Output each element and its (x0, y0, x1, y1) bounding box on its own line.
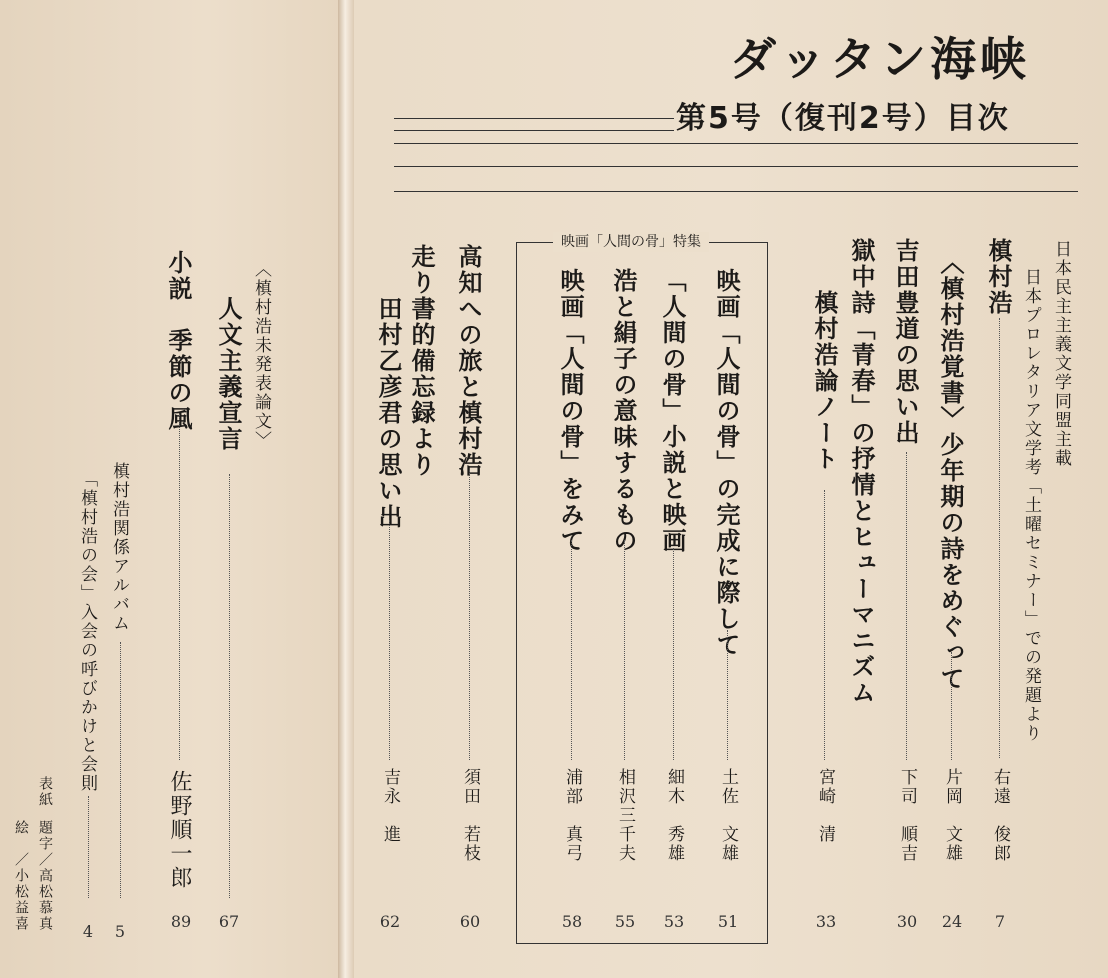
entry-page: 33 (815, 912, 837, 931)
title-credit: 題字／高松慕真 (37, 820, 53, 932)
feature-label: 映画「人間の骨」特集 (553, 232, 709, 252)
entry-author: 細木 秀雄 (664, 768, 684, 863)
leader-dots (951, 652, 952, 760)
entry-page: 51 (717, 912, 739, 931)
entry-page: 53 (663, 912, 685, 931)
entry-page: 89 (170, 912, 192, 931)
entry-author: 吉永 進 (380, 768, 400, 844)
leader-dots (906, 452, 907, 760)
entry-title: 走り書的備忘録より (407, 244, 436, 478)
entry-author: 浦部 真弓 (562, 768, 582, 863)
book-gutter (338, 0, 354, 978)
header-rule (394, 130, 674, 131)
header-rule (394, 191, 1078, 192)
leader-dots (571, 540, 572, 760)
leader-dots (469, 470, 470, 760)
entry-page: 5 (114, 922, 126, 941)
entry-title: 〈槙村浩覚書〉少年期の詩をめぐって (936, 250, 965, 692)
entry-page: 67 (218, 912, 240, 931)
leader-dots (999, 318, 1000, 758)
entry-subtitle: 槙村浩論ノート (810, 290, 839, 472)
entry-page: 30 (896, 912, 918, 931)
entry-pre: 〈槙村浩未発表論文〉 (251, 260, 271, 450)
entry-title: 「人間の骨」小説と映画 (658, 268, 687, 554)
leader-dots (673, 548, 674, 760)
entry-author: 須田 若枝 (460, 768, 480, 863)
cover-label: 表紙 (37, 776, 53, 808)
entry-title: 高知への旅と槙村浩 (454, 244, 483, 478)
entry-author: 土佐 文雄 (718, 768, 738, 863)
entry-author: 佐野順一郎 (167, 770, 192, 890)
header-rule (394, 166, 1078, 167)
leader-dots (88, 796, 89, 898)
entry-page: 55 (614, 912, 636, 931)
leader-dots (179, 414, 180, 760)
entry-page: 58 (561, 912, 583, 931)
entry-title: 人文主義宣言 (214, 296, 243, 452)
entry-title: 浩と絹子の意味するもの (609, 268, 638, 554)
entry-title: 映画「人間の骨」をみて (556, 268, 585, 554)
leader-dots (229, 474, 230, 898)
entry-author: 片岡 文雄 (942, 768, 962, 863)
entry-page: 4 (82, 922, 94, 941)
entry-title: 「槙村浩の会」入会の呼びかけと会則 (77, 470, 97, 793)
leader-dots (120, 642, 121, 898)
entry-author: 下司 順吉 (897, 768, 917, 863)
entry-pre: 日本民主主義文学同盟主載 (1051, 240, 1071, 468)
entry-subtitle: 田村乙彦君の思い出 (374, 296, 403, 530)
leader-dots (727, 630, 728, 760)
entry-page: 24 (941, 912, 963, 931)
entry-title: 吉田豊道の思い出 (891, 238, 920, 446)
entry-page: 62 (379, 912, 401, 931)
leader-dots (624, 540, 625, 760)
entry-subtitle: 日本プロレタリア文学考「土曜セミナー」での発題より (1021, 268, 1041, 743)
entry-title: 獄中詩「青春」の抒情とヒューマニズム (847, 238, 876, 706)
entry-title: 小説 季節の風 (164, 250, 193, 432)
art-credit: 絵 ／小松益喜 (13, 820, 29, 932)
entry-page: 7 (994, 912, 1006, 931)
entry-page: 60 (459, 912, 481, 931)
issue-subtitle: 第5号（復刊2号）目次 (676, 101, 1010, 136)
entry-title: 槙村浩関係アルバム (109, 462, 129, 633)
header-rule (394, 143, 1078, 144)
magazine-title: ダッタン海峡 (730, 32, 1030, 86)
entry-author: 右遠 俊郎 (990, 768, 1010, 863)
leader-dots (824, 490, 825, 760)
header-rule (394, 118, 674, 119)
entry-title: 槙村浩 (984, 238, 1013, 316)
entry-author: 宮崎 清 (815, 768, 835, 844)
entry-author: 相沢三千夫 (615, 768, 635, 863)
leader-dots (389, 520, 390, 760)
entry-title: 映画「人間の骨」の完成に際して (712, 268, 741, 658)
